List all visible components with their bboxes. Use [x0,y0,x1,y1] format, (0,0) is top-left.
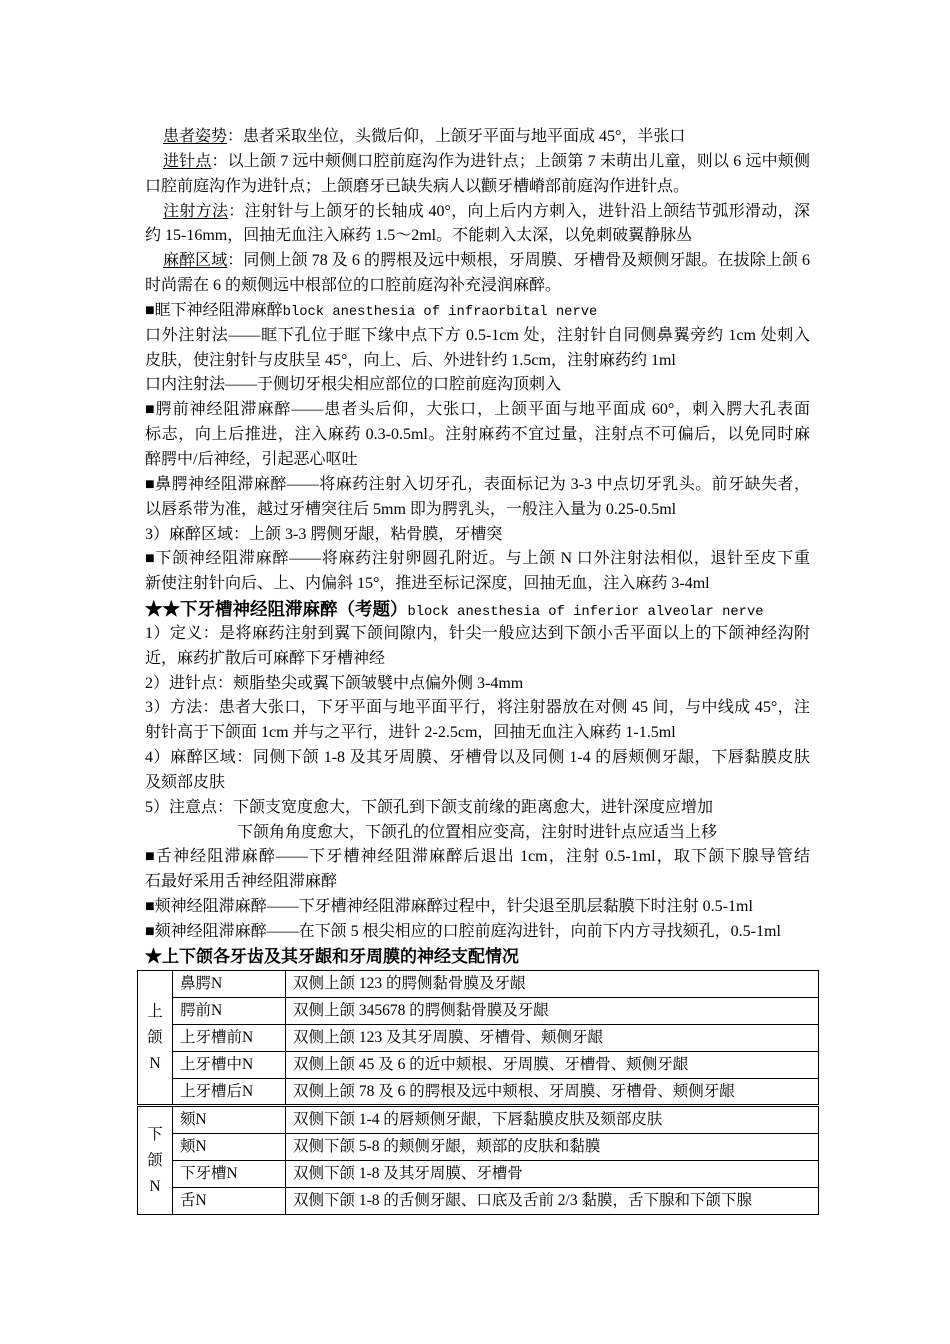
table-row [138,1106,819,1134]
table-row [138,1188,819,1215]
text-line: 2）进针点：颊脂垫尖或翼下颌皱襞中点偏外侧 3-4mm [145,674,524,692]
text-line: 石最好采用舌神经阻滞麻醉 [145,873,338,891]
anesthesia-area-label: 麻醉区域 [163,252,228,270]
nerve-table [137,970,819,1215]
area-cell: 双侧下颌 1-8 的舌侧牙龈、口底及舌前 2/3 黏膜，舌下腺和下颌下腺 [286,1188,819,1215]
area-cell: 双侧上颌 45 及 6 的近中颊根、牙周膜、牙槽骨、颊侧牙龈 [286,1051,819,1078]
text-line: 以唇系带为准，越过牙槽突往后 5mm 即为腭乳头，一般注入量为 0.25-0.5ml [145,500,677,518]
nerve-cell: 上牙槽前N [173,1024,286,1051]
text-line: 及颏部皮肤 [145,773,226,791]
text-line: 下颌角角度愈大，下颌孔的位置相应变高，注射时进针点应适当上移 [237,823,718,841]
table-row [138,1024,819,1051]
nerve-cell: 舌N [173,1188,286,1215]
text-line: ■颊神经阻滞麻醉——下牙槽神经阻滞麻醉过程中，针尖退至肌层黏膜下时注射 0.5-1ml [145,898,753,916]
text-line: 4）麻醉区域：同侧下颌 1-8 及其牙周膜、牙槽骨以及同侧 1-4 的唇颊侧牙龈，下唇黏膜皮肤 [145,749,810,767]
text-line: 1）定义：是将麻药注射到翼下颌间隙内，针尖一般应达到下颌小舌平面以上的下颌神经沟附 [145,624,810,642]
text-line: 口外注射法——眶下孔位于眶下缘中点下方 0.5-1cm 处，注射针自同侧鼻翼旁约 1cm 处刺入 [145,326,810,344]
text-line: 时尚需在 6 的颊侧远中根部位的口腔前庭沟补充浸润麻醉。 [145,277,562,295]
inferior-alveolar-heading-english: block anesthesia of inferior alveolar nerve [407,605,764,621]
area-cell: 双侧下颌 1-8 及其牙周膜、牙槽骨 [286,1161,819,1188]
text-line: ■腭前神经阻滞麻醉——患者头后仰，大张口，上颌平面与地平面成 60°，刺入腭大孔表面 [145,401,810,419]
inferior-alveolar-heading-title: ★★下牙槽神经阻滞麻醉（考题） [145,599,408,620]
anesthesia-area-paragraph [145,249,810,274]
text-line: ■舌神经阻滞麻醉——下牙槽神经阻滞麻醉后退出 1cm，注射 0.5-1ml，取下颌下腺导管结 [145,848,810,866]
nerve-cell: 下牙槽N [173,1161,286,1188]
entry-point-label: 进针点 [163,152,212,170]
text-line: 约 15-16mm，回抽无血注入麻药 1.5～2ml。不能刺入太深，以免刺破翼静脉丛 [145,227,693,245]
entry-point-paragraph [145,150,810,175]
text-line: ■下颌神经阻滞麻醉——将麻药注射卵圆孔附近。与上颌 N 口外注射法相似，退针至皮下重 [145,550,810,568]
nerve-cell: 颏N [173,1106,286,1134]
inferior-alveolar-heading [145,597,810,622]
table-row [138,1134,819,1161]
area-cell: 双侧上颌 345678 的腭侧黏骨膜及牙龈 [286,997,819,1024]
injection-method-paragraph [145,200,810,225]
area-cell: 双侧上颌 123 的腭侧黏骨膜及牙龈 [286,971,819,998]
area-cell: 双侧下颌 5-8 的颊侧牙龈，颊部的皮肤和黏膜 [286,1134,819,1161]
area-cell: 双侧上颌 123 及其牙周膜、牙槽骨、颊侧牙龈 [286,1024,819,1051]
infraorbital-heading [145,299,810,324]
nerve-cell: 腭前N [173,997,286,1024]
area-cell: 双侧下颌 1-4 的唇颊侧牙龈，下唇黏膜皮肤及颏部皮肤 [286,1106,819,1134]
text-line: ■颏神经阻滞麻醉——在下颌 5 根尖相应的口腔前庭沟进针，向前下内方寻找颏孔，0.5-1ml [145,923,781,940]
text-line: 近，麻药扩散后可麻醉下牙槽神经 [145,649,386,667]
nerve-cell: 颊N [173,1134,286,1161]
text-line: 射针高于下颌面 1cm 并与之平行，进针 2-2.5cm，回抽无血注入麻药 1-1.5ml [145,724,676,742]
table-row [138,1161,819,1188]
nerve-table-heading [145,945,810,970]
nerve-table-heading-title: ★上下颌各牙齿及其牙龈和牙周膜的神经支配情况 [145,946,519,966]
text-line: 3）麻醉区域：上颌 3-3 腭侧牙龈，粘骨膜，牙槽突 [145,525,503,543]
text-line: 皮肤，使注射针与皮肤呈 45°，向上、后、外进针约 1.5cm，注射麻药约 1ml [145,351,676,369]
document-body [145,125,810,970]
group-label-cell [138,971,173,1106]
text-line: 新使注射针向后、上、内偏斜 15°，推进至标记深度，回抽无血，注入麻药 3-4ml [145,575,710,593]
injection-method-label: 注射方法 [163,202,229,220]
table-row [138,1051,819,1078]
group-label: 下颌N [147,1125,163,1195]
nerve-cell: 鼻腭N [173,971,286,998]
table-row [138,971,819,998]
group-label-cell [138,1106,173,1215]
infraorbital-heading-title: ■眶下神经阻滞麻醉 [145,301,283,319]
text-line: 5）注意点：下颌支宽度愈大，下颌孔到下颌支前缘的距离愈大，进针深度应增加 [145,798,714,816]
injection-method-text: ：注射针与上颌牙的长轴成 40°，向上后内方刺入，进针沿上颌结节弧形滑动，深 [228,202,810,220]
posture-label: 患者姿势 [163,128,228,145]
posture-text: ：患者采取坐位，头微后仰，上颌牙平面与地平面成 45°，半张口 [227,128,686,145]
posture-paragraph [145,125,810,150]
text-line: 醉腭中/后神经，引起恶心呕吐 [145,450,358,468]
text-line: 3）方法：患者大张口，下牙平面与地平面平行，将注射器放在对侧 45 间，与中线成 45°，注 [145,699,810,717]
group-label: 上颌N [147,1002,163,1072]
text-line: 标志，向上后推进，注入麻药 0.3-0.5ml。注射麻药不宜过量，注射点不可偏后，以免同时麻 [145,426,810,444]
area-cell: 双侧上颌 78 及 6 的腭根及远中颊根、牙周膜、牙槽骨、颊侧牙龈 [286,1078,819,1106]
table-row [138,997,819,1024]
anesthesia-area-text: ：同侧上颌 78 及 6 的腭根及远中颊根，牙周膜、牙槽骨及颊侧牙龈。在拔除上颌 6 [227,252,810,270]
nerve-cell: 上牙槽中N [173,1051,286,1078]
nerve-table-wrapper [137,970,818,1215]
infraorbital-heading-english: block anesthesia of infraorbital nerve [282,304,598,320]
text-line: ■鼻腭神经阻滞麻醉——将麻药注射入切牙孔，表面标记为 3-3 中点切牙乳头。前牙缺失者， [145,475,810,493]
text-line: 口内注射法——于侧切牙根尖相应部位的口腔前庭沟顶刺入 [145,376,562,394]
nerve-cell: 上牙槽后N [173,1078,286,1106]
text-line: 口腔前庭沟作为进针点；上颌磨牙已缺失病人以颧牙槽嵴部前庭沟作进针点。 [145,177,690,195]
table-row [138,1078,819,1106]
entry-point-text: ：以上颌 7 远中颊侧口腔前庭沟作为进针点；上颌第 7 未萌出儿童，则以 6 远中颊侧 [211,152,810,170]
